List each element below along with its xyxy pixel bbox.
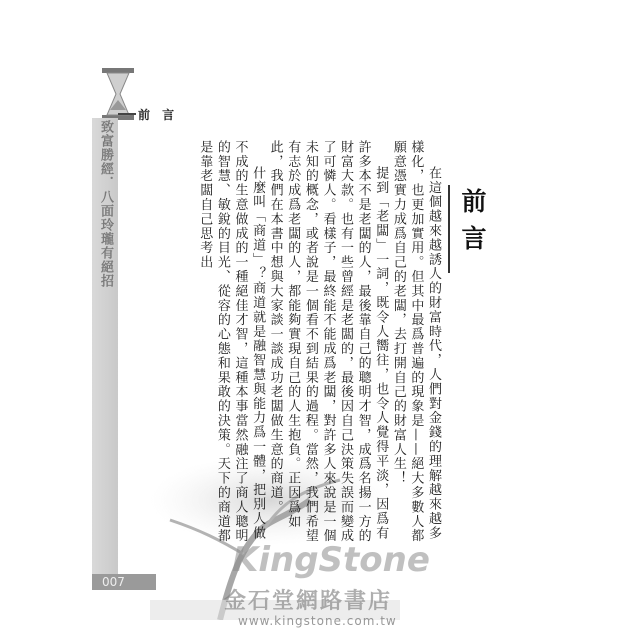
running-header: 前 言 <box>138 108 179 122</box>
header-rule <box>118 113 136 115</box>
watermark-chinese: 金石堂網路書店 <box>224 588 393 614</box>
body-text <box>156 140 442 545</box>
paragraph-3: 什麼叫「商道」？商道就是融智慧與能力爲一體，把別人做不成的生意做成的一種絕佳才智，這種本事當然融注了商人聰明的智慧、敏銳的目光、從容的心態和果敢的決策。天下的商道都是靠老闆自己思考出 <box>197 140 266 544</box>
page-number: 007 <box>102 575 125 589</box>
watermark-logo: KingStone <box>232 540 430 580</box>
watermark-url: www.kingstone.com.tw <box>238 614 397 628</box>
book-title-vertical: 致富勝經．八面玲瓏有絕招 <box>98 120 113 288</box>
chapter-title: 前言 <box>458 188 487 262</box>
paragraph-1: 在這個越來越誘人的財富時代，人們對金錢的理解越來越多樣化，也更加實用。但其中最爲普遍的現象是——絕大多數人都願意憑實力成爲自己的老闆，去打開自己的財富人生！ <box>390 140 441 544</box>
paragraph-2: 提到「老闆」一詞，既令人嚮往，也令人覺得平淡，因爲有許多本不是老闆的人，最後靠自己的聰明才智，成爲名揚一方的財富大款。也有一些曾經是老闆的，最後因自己決策失誤而變成了可憐人。看樣子，最終能不能成爲老闆，對許多人來說是一個未知的概念，或者說是一個看不到結果的過程。當然，我們希望有志於成爲老闆的人，都能夠實現自己的人生抱負。正因爲如此，我們在本書中想與大家談一談成功老闆做生意的商道。 <box>267 140 389 544</box>
